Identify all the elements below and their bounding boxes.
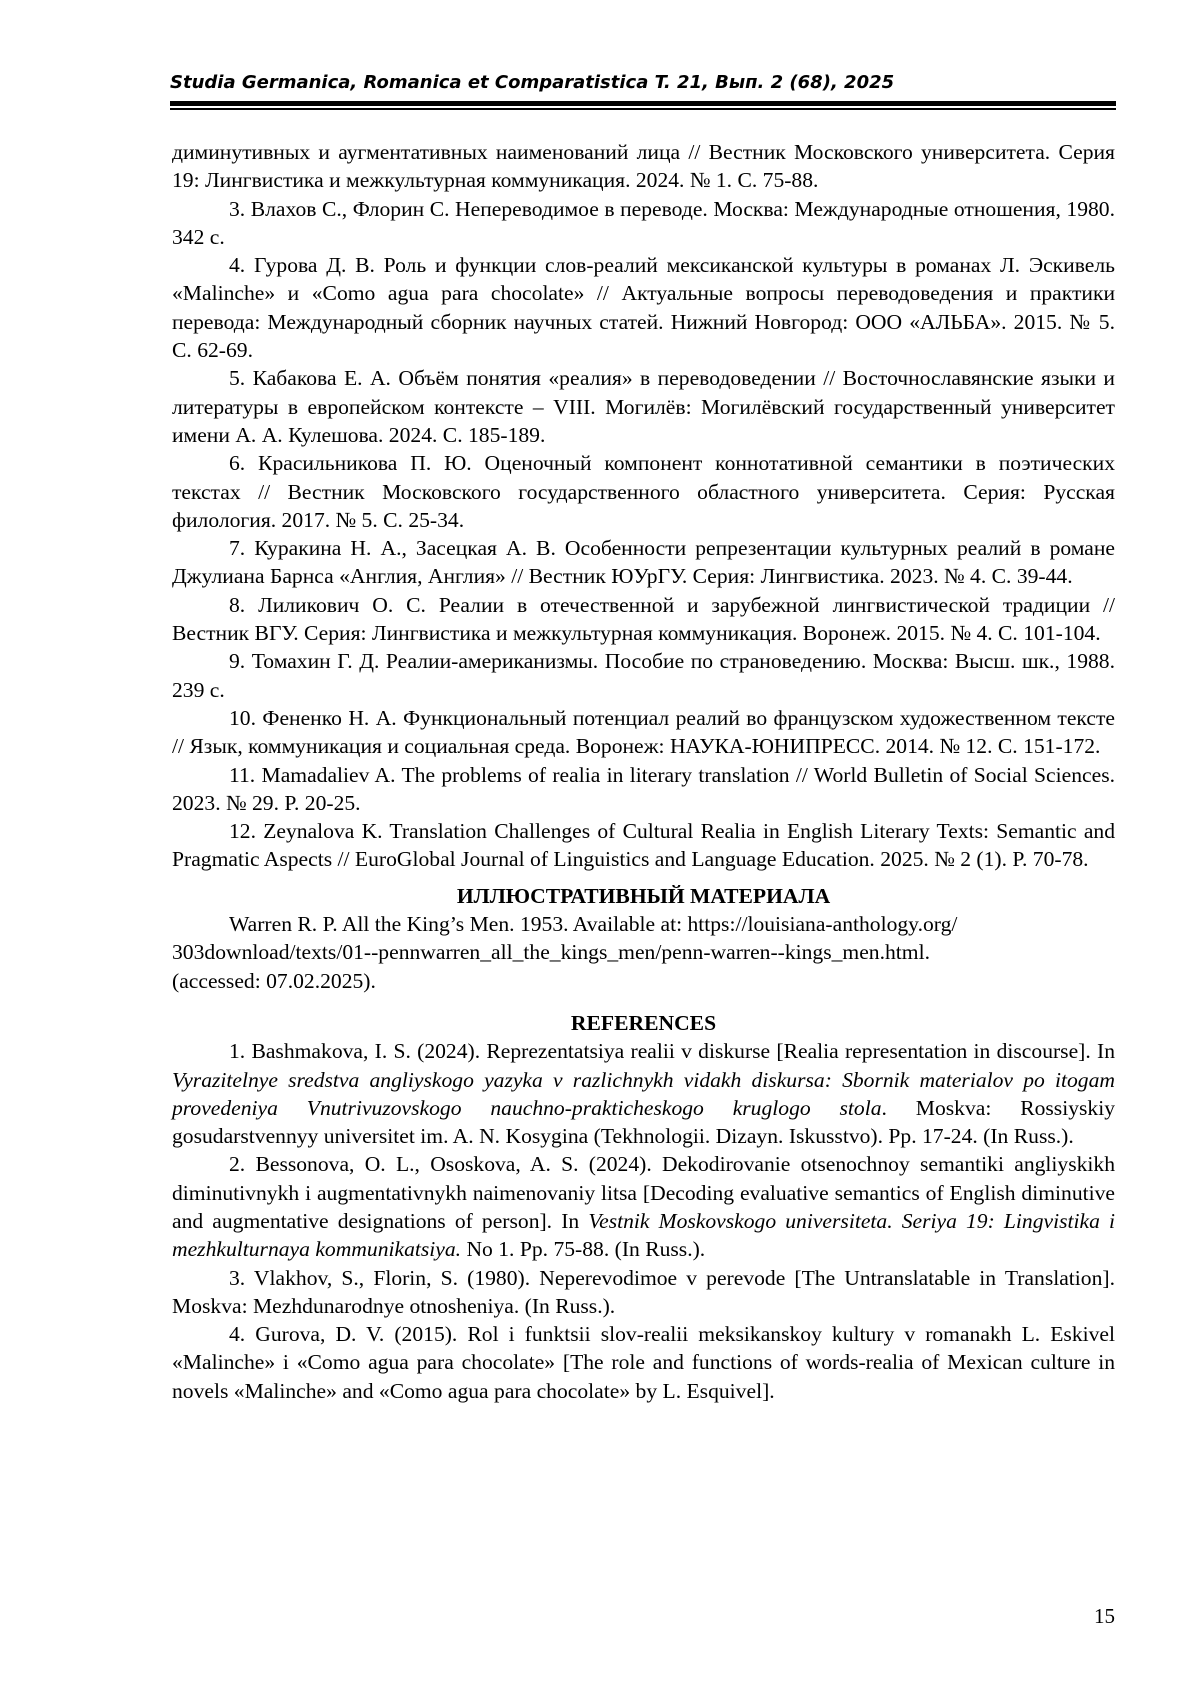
reference-ru-9: 9. Томахин Г. Д. Реалии-американизмы. Пособие по страноведению. Москва: Высш. шк., 1988. 239 с. (172, 649, 1115, 702)
illustrative-line-3: (accessed: 07.02.2025). (172, 968, 376, 993)
reference-en-1-source: Vyrazitelnye sredstva angliyskogo yazyka v razlichnykh vidakh diskursa: Sbornik materialov po itogam provedeniya Vnutrivuzovskogo nauchno-prakticheskogo kruglogo stola (172, 1067, 1115, 1120)
reference-en-4-text: 4. Gurova, D. V. (2015). Rol i funktsii slov-realii meksikanskoy kultury v romanakh L. Eskivel «Malinche» i «Como agua para chocolate» [The role and functions of words-realia of Mexican culture in novels «Malinche» and «Como agua para chocolate» by L. Esquivel]. (172, 1322, 1115, 1403)
reference-en-3 (172, 1264, 1115, 1321)
page-body (172, 138, 1115, 1405)
illustrative-line-2: 303download/texts/01--pennwarren_all_the_kings_men/penn-warren--kings_men.html. (172, 940, 930, 965)
reference-en-1-tail: . Moskva: Rossiyskiy gosudarstvennyy universitet im. A. N. Kosygina (Tekhnologii. Dizayn. Iskusstvo). Pp. 17-24. (In Russ.). (172, 1095, 1115, 1149)
reference-ru-12: 12. Zeynalova K. Translation Challenges of Cultural Realia in English Literary Texts: Semantic and Pragmatic Aspects // EuroGlobal Journal of Linguistics and Language Education. 2025. № 2 (1). P. 70-78. (172, 819, 1115, 872)
reference-en-2-tail: No 1. Pp. 75-88. (In Russ.). (461, 1237, 706, 1262)
illustrative-line-1: Warren R. P. All the King’s Men. 1953. Available at: https://louisiana-anthology.org/ (229, 912, 958, 937)
references-heading: REFERENCES (570, 1010, 717, 1035)
reference-en-3-text: 3. Vlakhov, S., Florin, S. (1980). Neperevodimoe v perevode [The Untranslatable in Translation]. Moskva: Mezhdunarodnye otnosheniya. (In Russ.). (172, 1265, 1115, 1318)
reference-ru-10: 10. Фененко Н. А. Функциональный потенциал реалий во французском художественном тексте // Язык, коммуникация и социальная среда. Воронеж: НАУКА-ЮНИПРЕСС. 2014. № 12. С. 151-172. (172, 705, 1115, 759)
reference-en-2-text: 2. Bessonova, O. L., Ososkova, A. S. (2024). Dekodirovanie otsenochnoy semantiki angliyskikh diminutivnykh i augmentativnykh naimenovaniy litsa [Decoding evaluative semantics of English diminutive and augmentative designations of person]. In (172, 1152, 1115, 1233)
header-rule-thick (170, 101, 1116, 106)
reference-ru-6: 6. Красильникова П. Ю. Оценочный компонент коннотативной семантики в поэтических текстах // Вестник Московского государственного областного университета. Серия: Русская филология. 2017. № 5. С. 25-34. (172, 451, 1115, 532)
journal-header: Studia Germanica, Romanica et Comparatistica T. 21, Вып. 2 (68), 2025 (170, 72, 895, 93)
illustrative-heading: ИЛЛЮСТРАТИВНЫЙ МАТЕРИАЛА (456, 883, 831, 908)
reference-en-2 (172, 1150, 1115, 1263)
reference-continuation: диминутивных и аугментативных наименований лица // Вестник Московского университета. Серия 19: Лингвистика и межкультурная коммуникация. 2024. № 1. С. 75-88. (172, 140, 1115, 193)
reference-ru-8: 8. Лиликович О. С. Реалии в отечественной и зарубежной лингвистической традиции // Вестник ВГУ. Серия: Лингвистика и межкультурная коммуникация. Воронеж. 2015. № 4. С. 101-104. (172, 592, 1115, 646)
header-rule-thin (170, 108, 1116, 110)
reference-en-4 (172, 1320, 1115, 1405)
illustrative-entry (172, 910, 1115, 995)
reference-en-1 (172, 1037, 1115, 1150)
reference-ru-11: 11. Mamadaliev A. The problems of realia in literary translation // World Bulletin of Social Sciences. 2023. № 29. P. 20-25. (172, 762, 1115, 815)
reference-ru-4: 4. Гурова Д. В. Роль и функции слов-реалий мексиканской культуры в романах Л. Эскивель «Malinche» и «Como agua para chocolate» // Актуальные вопросы переводоведения и практики перевода: Международный сборник научных статей. Нижний Новгород: ООО «АЛЬБА». 2015. № 5. С. 62-69. (172, 253, 1115, 363)
reference-en-1-text: 1. Bashmakova, I. S. (2024). Reprezentatsiya realii v diskurse [Realia representation in discourse]. In (229, 1039, 1115, 1064)
reference-ru-5: 5. Кабакова Е. А. Объём понятия «реалия» в переводоведении // Восточнославянские языки и литературы в европейском контексте – VIII. Могилёв: Могилёвский государственный университет имени А. А. Кулешова. 2024. С. 185-189. (172, 366, 1115, 447)
page-number: 15 (1094, 1604, 1115, 1628)
reference-ru-7: 7. Куракина Н. А., Засецкая А. В. Особенности репрезентации культурных реалий в романе Джулиана Барнса «Англия, Англия» // Вестник ЮУрГУ. Серия: Лингвистика. 2023. № 4. С. 39-44. (172, 536, 1115, 589)
reference-ru-3: 3. Влахов С., Флорин С. Непереводимое в переводе. Москва: Международные отношения, 1980. 342 с. (172, 196, 1115, 249)
reference-en-2-source: Vestnik Moskovskogo universiteta. Seriya 19: Lingvistika i mezhkulturnaya kommunikatsiya. (172, 1208, 1115, 1262)
